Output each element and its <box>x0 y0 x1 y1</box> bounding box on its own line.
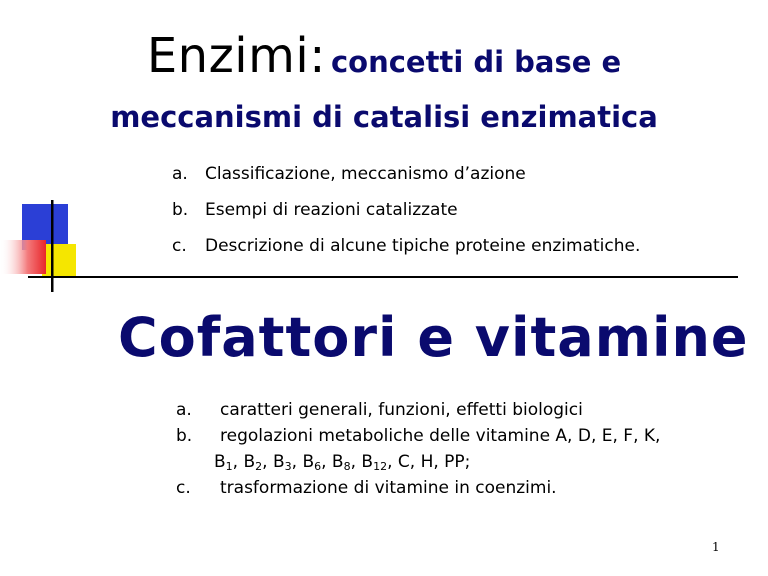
list-item-text: trasformazione di vitamine in coenzimi. <box>220 478 557 498</box>
divider-line <box>28 276 738 278</box>
section-heading: Cofattori e vitamine <box>118 306 749 369</box>
list-marker: c. <box>176 478 191 498</box>
list-item-text: caratteri generali, funzioni, effetti biologici <box>220 400 583 420</box>
list-marker: c. <box>172 236 187 256</box>
slide-title <box>0 28 768 84</box>
list-item-text: Descrizione di alcune tipiche proteine enzimatiche. <box>205 236 641 256</box>
vertical-rule <box>51 200 54 292</box>
subscript: 3 <box>284 460 292 473</box>
subscript: 12 <box>373 460 388 473</box>
list-marker: b. <box>176 426 193 446</box>
page-number: 1 <box>712 540 720 554</box>
text-b: , B <box>350 452 374 472</box>
text-b: B <box>214 452 226 472</box>
decorative-squares-graphic <box>0 200 110 300</box>
text-b: , B <box>291 452 315 472</box>
vitamin-b-list <box>214 452 470 473</box>
subscript: 6 <box>314 460 322 473</box>
list-item-text: Classificazione, meccanismo d’azione <box>205 164 526 184</box>
text-b: , B <box>262 452 285 472</box>
red-square <box>0 240 46 274</box>
list-item-text: regolazioni metaboliche delle vitamine A, D, E, F, K, <box>220 426 661 446</box>
list-marker: a. <box>176 400 192 420</box>
list-marker: b. <box>172 200 189 220</box>
title-subtitle: concetti di base e <box>330 45 622 79</box>
list-marker: a. <box>172 164 188 184</box>
list-item-text: Esempi di reazioni catalizzate <box>205 200 458 220</box>
subscript: 1 <box>225 460 233 473</box>
title-line-2: meccanismi di catalisi enzimatica <box>110 100 658 134</box>
text-tail: , C, H, PP; <box>387 452 471 472</box>
text-b: , B <box>321 452 344 472</box>
text-b: , B <box>232 452 256 472</box>
subscript: 2 <box>255 460 263 473</box>
yellow-square <box>42 244 76 278</box>
subscript: 8 <box>343 460 351 473</box>
title-main: Enzimi: <box>146 28 326 84</box>
